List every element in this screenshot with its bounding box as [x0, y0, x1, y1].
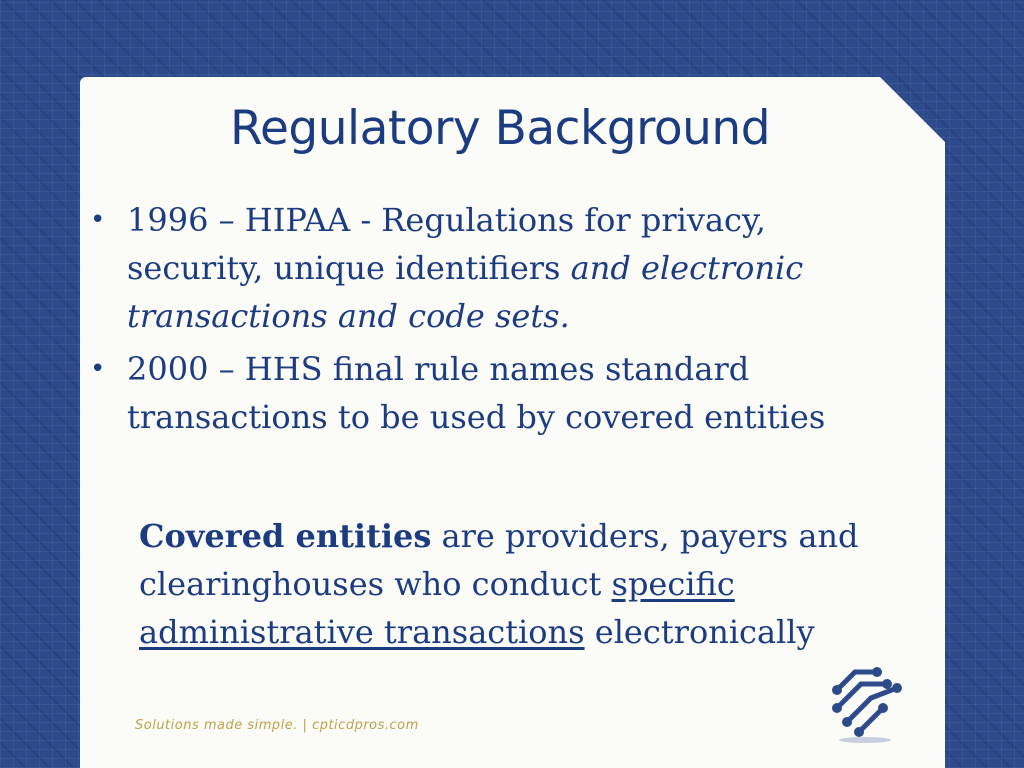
bullet-text: 1996 – HIPAA - Regulations for privacy, security, unique identifiers: [127, 201, 766, 287]
bullet-text: 2000 – HHS final rule names standard transactions to be used by covered entities: [127, 350, 826, 436]
covered-entities-definition: [139, 512, 899, 656]
bullet-dot-icon: •: [90, 205, 106, 235]
circuit-nodes-logo-icon: [825, 660, 910, 745]
bullet-text-italic: and electronic transactions and code sets.: [127, 249, 804, 335]
slide-title: Regulatory Background: [229, 101, 771, 156]
bullet-item-1996: [90, 196, 890, 340]
definition-text-end: electronically: [584, 613, 815, 651]
bullet-list: [90, 196, 890, 446]
definition-underlined-text: specific administrative transactions: [139, 565, 735, 651]
bullet-item-2000: [90, 345, 890, 441]
definition-term: Covered entities: [139, 517, 432, 555]
definition-text: are providers, payers and clearinghouses who conduct: [139, 517, 859, 603]
footer-tagline: Solutions made simple. | cpticdpros.com: [135, 718, 419, 733]
bullet-dot-icon: •: [90, 354, 106, 384]
